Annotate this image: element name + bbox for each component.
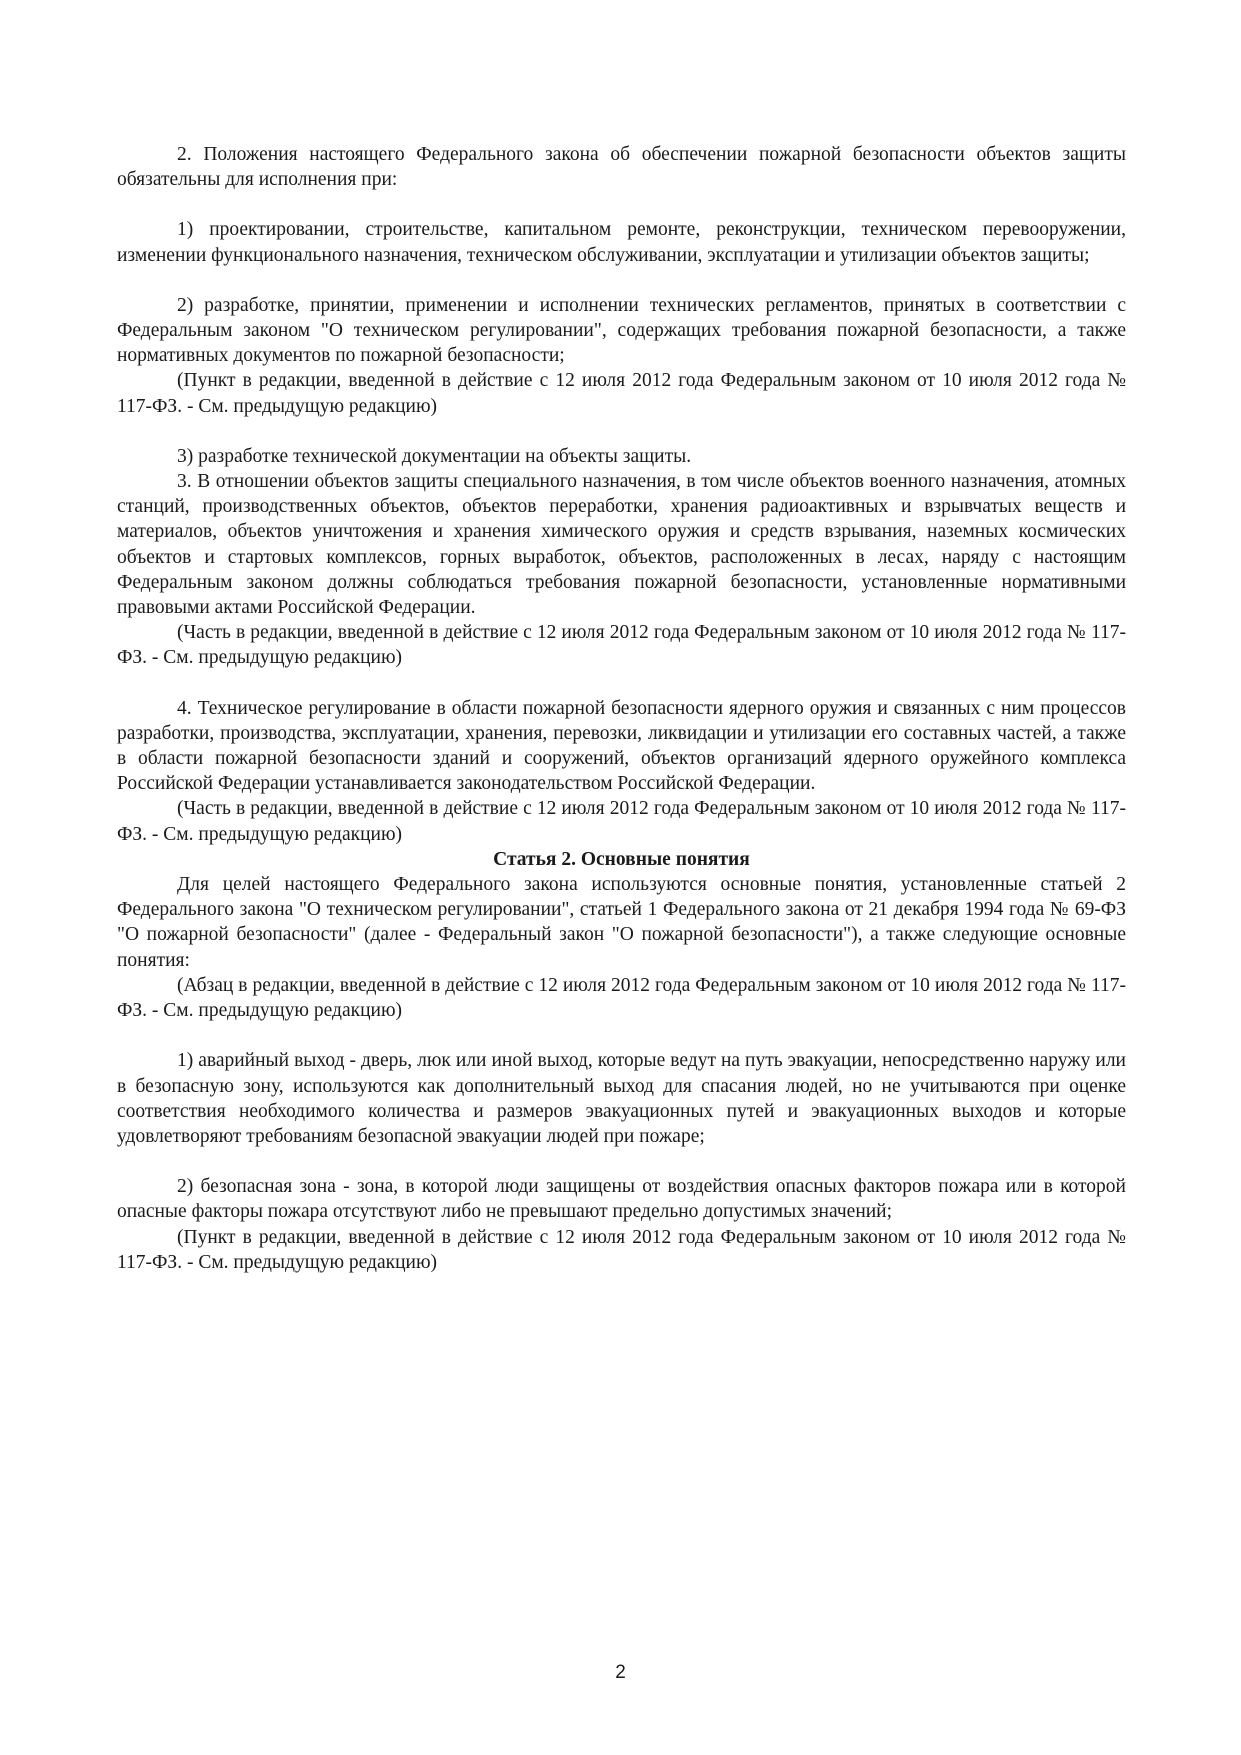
list-item-2-1: 1) проектировании, строительстве, капитальном ремонте, реконструкции, техническом перевооружении, изменении функционального назначения, техническом обслуживании, эксплуатации и утилизации объектов защиты;: [117, 219, 1126, 266]
list-item-2-2: 2) разработке, принятии, применении и исполнении технических регламентов, принятых в соответствии с Федеральным законом "О техническом регулировании", содержащих требования пожарной безопасности, а также нормативных документов по пожарной безопасности;: [117, 294, 1126, 367]
definition-2: 2) безопасная зона - зона, в которой люди защищены от воздействия опасных факторов пожара или в которой опасные факторы пожара отсутствуют либо не превышают предельно допустимых значений;: [117, 1176, 1126, 1223]
list-item-2-3: 3) разработке технической документации на объекты защиты.: [177, 445, 692, 467]
paragraph-part-4: 4. Техническое регулирование в области пожарной безопасности ядерного оружия и связанных с ним процессов разработки, производства, эксплуатации, хранения, перевозки, ликвидации и утилизации его составных частей, а также в области пожарной безопасности зданий и сооружений, объектов организаций ядерного оружейного комплекса Российской Федерации устанавливается законодательством Российской Федерации.: [117, 697, 1126, 795]
article-intro: Для целей настоящего Федерального закона используются основные понятия, установленные статьей 2 Федерального закона "О техническом регулировании", статьей 1 Федерального закона от 21 декабря 1994 года № 69-ФЗ "О пожарной безопасности" (далее - Федеральный закон "О пожарной безопасности"), а также следующие основные понятия:: [117, 874, 1126, 971]
definition-1: 1) аварийный выход - дверь, люк или иной выход, которые ведут на путь эвакуации, непосредственно наружу или в безопасную зону, используются как дополнительный выход для спасания людей, но не учитываются при оценке соответствия необходимого количества и размеров эвакуационных путей и эвакуационных выходов и которые удовлетворяют требованиям безопасной эвакуации людей при пожаре;: [117, 1050, 1126, 1147]
edition-note: (Абзац в редакции, введенной в действие с 12 июля 2012 года Федеральным законом от 10 июля 2012 года № 117-ФЗ. - См. предыдущую редакцию): [117, 974, 1126, 1022]
edition-note: (Часть в редакции, введенной в действие с 12 июля 2012 года Федеральным законом от 10 июля 2012 года № 117-ФЗ. - См. предыдущую редакцию): [117, 798, 1126, 845]
paragraph-part-2: 2. Положения настоящего Федерального закона об обеспечении пожарной безопасности объектов защиты обязательны для исполнения при:: [117, 144, 1126, 191]
document-body: [117, 142, 1126, 1275]
article-heading: Статья 2. Основные понятия: [493, 848, 750, 870]
edition-note: (Пункт в редакции, введенной в действие с 12 июля 2012 года Федеральным законом от 10 июля 2012 года № 117-ФЗ. - См. предыдущую редакцию): [117, 370, 1126, 417]
edition-note: (Пункт в редакции, введенной в действие с 12 июля 2012 года Федеральным законом от 10 июля 2012 года № 117-ФЗ. - См. предыдущую редакцию): [117, 1226, 1126, 1273]
edition-note: (Часть в редакции, введенной в действие с 12 июля 2012 года Федеральным законом от 10 июля 2012 года № 117-ФЗ. - См. предыдущую редакцию): [117, 622, 1126, 669]
paragraph-part-3: 3. В отношении объектов защиты специального назначения, в том числе объектов военного назначения, атомных станций, производственных объектов, объектов переработки, хранения радиоактивных и взрывчатых веществ и материалов, объектов уничтожения и хранения химического оружия и средств взрывания, наземных космических объектов и стартовых комплексов, горных выработок, объектов, расположенных в лесах, наряду с настоящим Федеральным законом должны соблюдаться требования пожарной безопасности, установленные нормативными правовыми актами Российской Федерации.: [117, 471, 1126, 619]
page-number: 2: [615, 1662, 626, 1683]
